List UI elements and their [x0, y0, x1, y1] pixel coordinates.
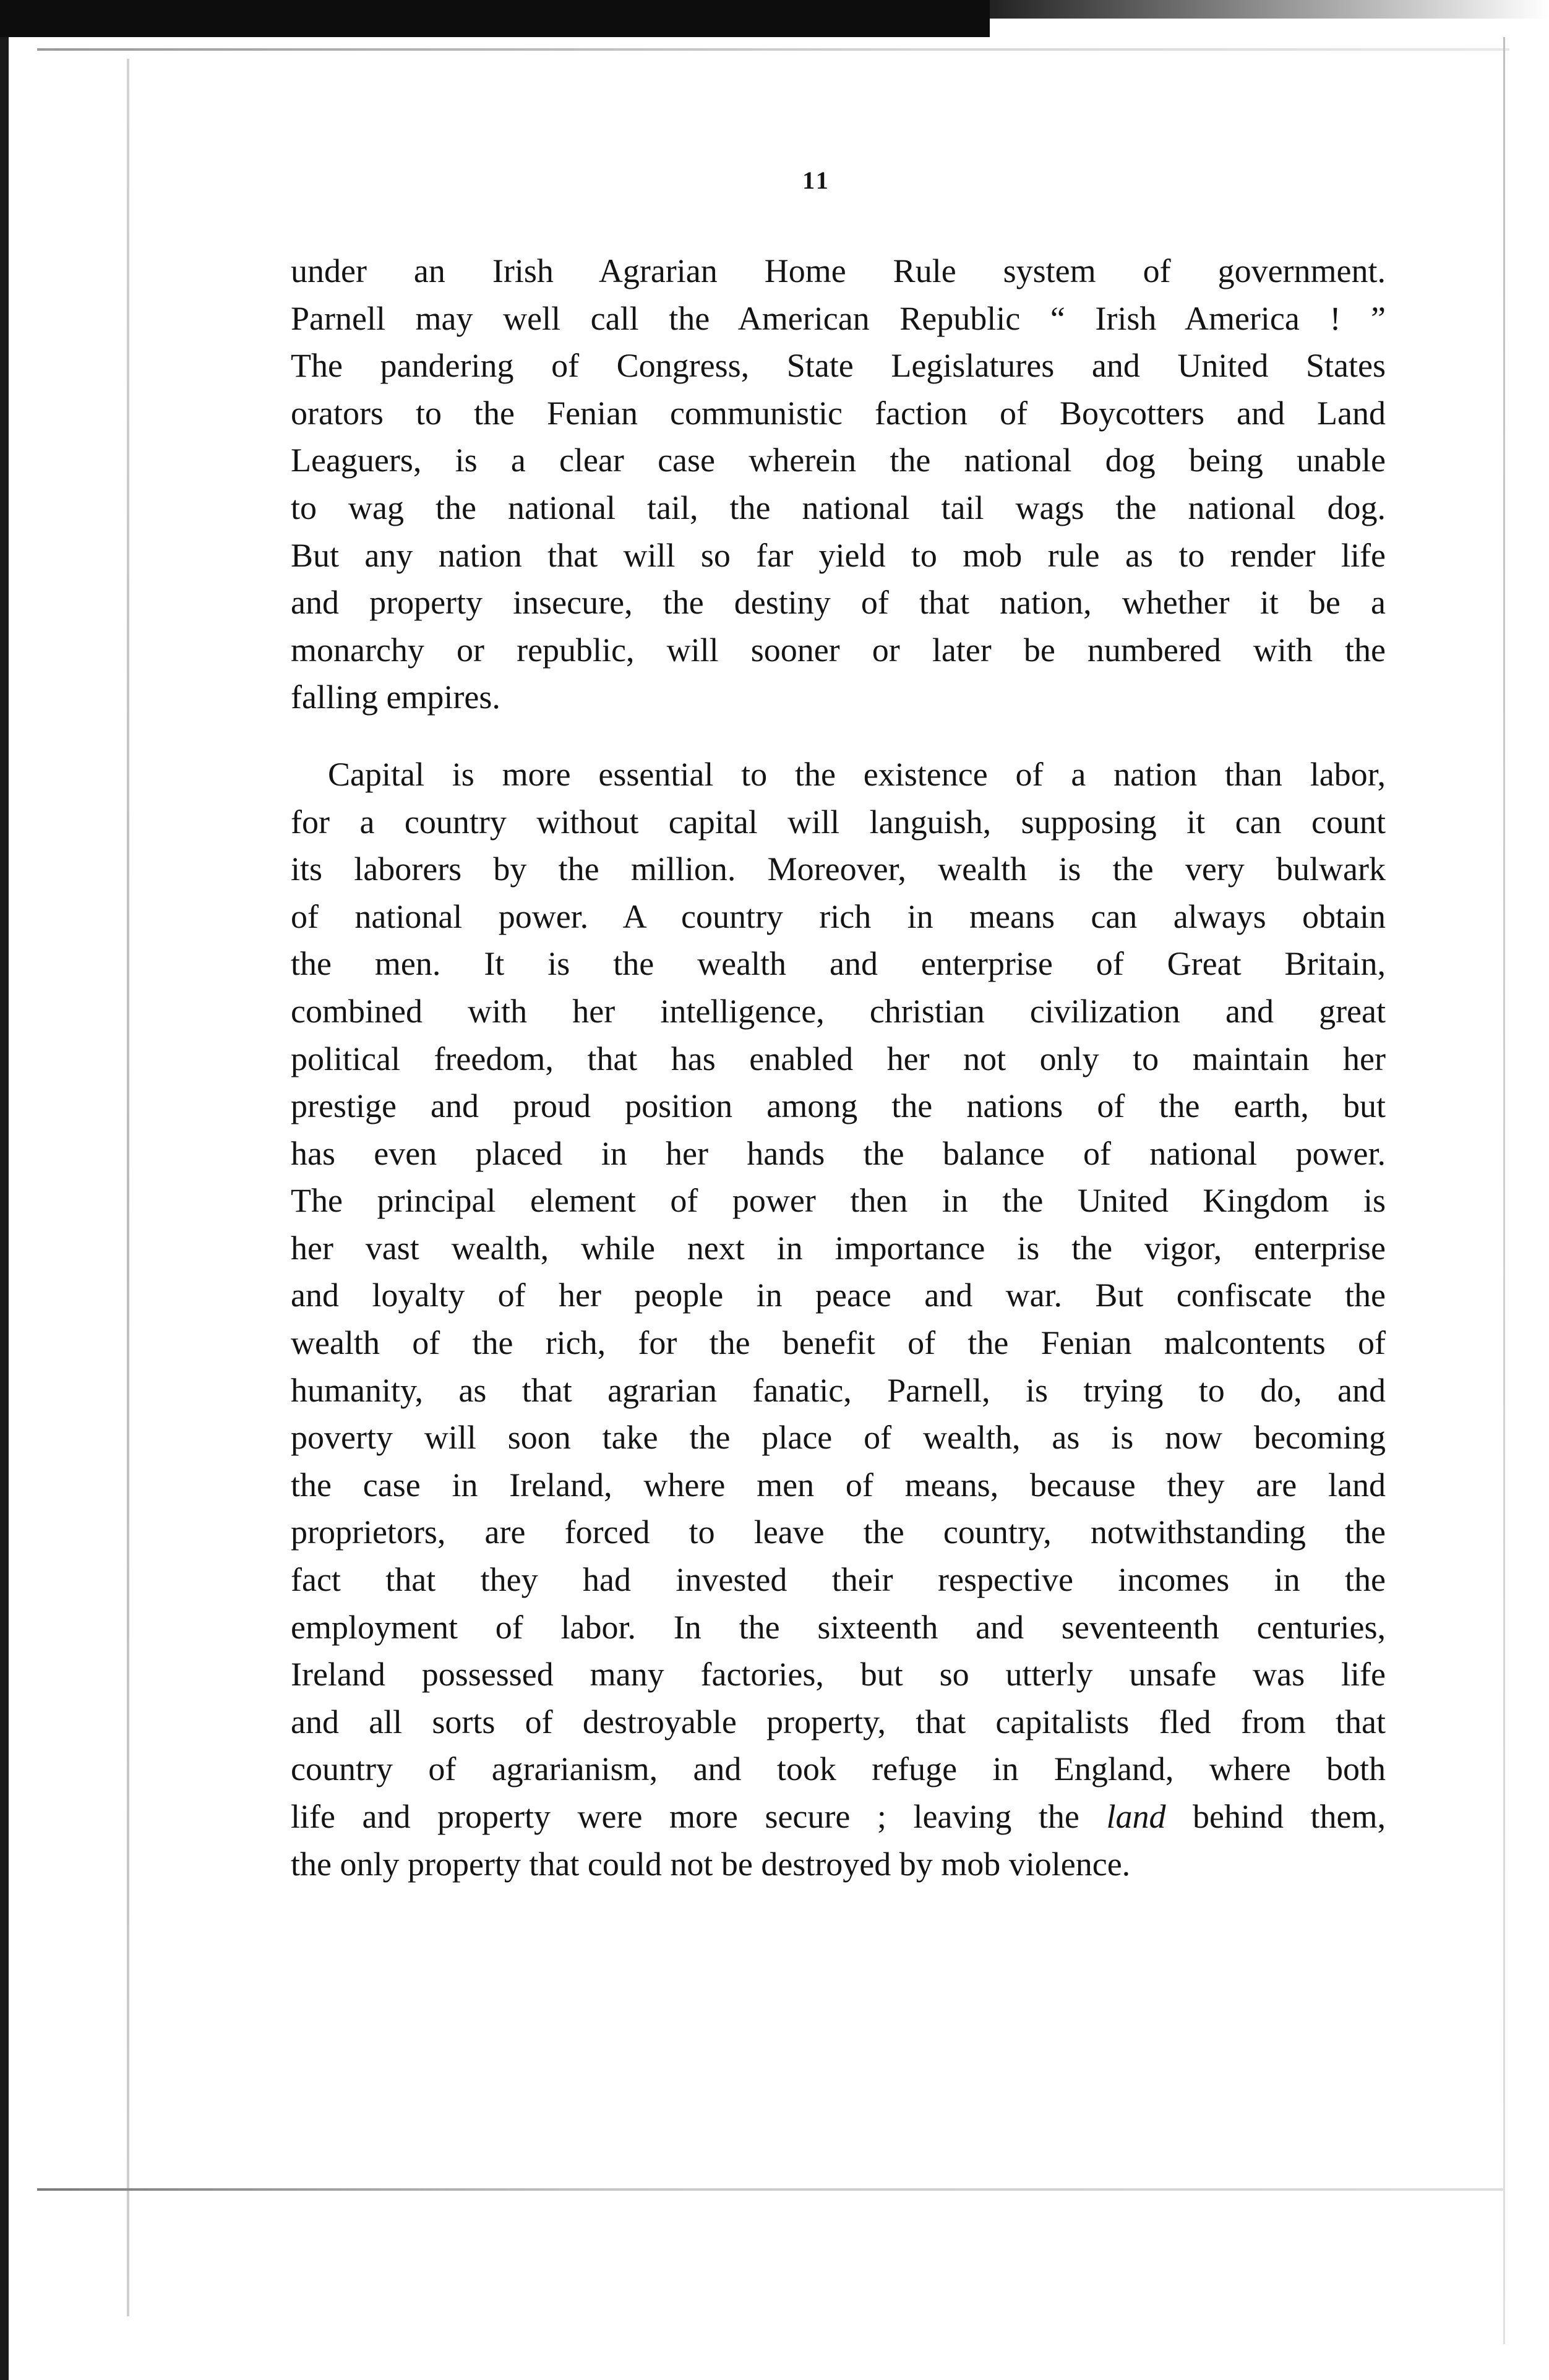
- text-line: its laborers by the million. Moreover, wealth is the very bulwark: [291, 850, 1386, 888]
- text-line: Ireland possessed many factories, but so utterly unsafe was life: [291, 1656, 1386, 1693]
- text-line-emphasis: [291, 1793, 1386, 1841]
- body-text: [291, 247, 1386, 1888]
- text-line: has even placed in her hands the balance of national power.: [291, 1134, 1386, 1172]
- text-line-first: [291, 751, 1386, 798]
- scan-left-edge: [0, 0, 9, 2380]
- text-line: of national power. A country rich in means can always obtain: [291, 897, 1386, 935]
- text-line: wealth of the rich, for the benefit of the Fenian malcontents of: [291, 1324, 1386, 1362]
- text-line: employment of labor. In the sixteenth and seventeenth centuries,: [291, 1608, 1386, 1646]
- text-line: the men. It is the wealth and enterprise of Great Britain,: [291, 945, 1386, 983]
- text-line: country of agrarianism, and took refuge in England, where both: [291, 1750, 1386, 1788]
- paragraph-gap: [291, 721, 1386, 751]
- italic-word: land: [1106, 1798, 1166, 1835]
- text-line: fact that they had invested their respective incomes in the: [291, 1561, 1386, 1599]
- page-number: 11: [802, 166, 831, 194]
- text-line: and property insecure, the destiny of that nation, whether it be a: [291, 584, 1386, 622]
- text-line: prestige and proud position among the nations of the earth, but: [291, 1087, 1386, 1125]
- text-run: life and property were more secure ; leaving the: [291, 1798, 1107, 1835]
- page-fold-left: [127, 59, 129, 2316]
- text-run: Capital is more essential to the existence of a nation than labor,: [328, 755, 1386, 793]
- text-line: political freedom, that has enabled her not only to maintain her: [291, 1040, 1386, 1077]
- text-line: Leaguers, is a clear case wherein the national dog being unable: [291, 442, 1386, 479]
- page-fold-top: [37, 48, 1509, 51]
- text-line: poverty will soon take the place of wealth, as is now becoming: [291, 1419, 1386, 1457]
- page-fold-right: [1503, 37, 1505, 2344]
- text-line: orators to the Fenian communistic faction of Boycotters and Land: [291, 394, 1386, 432]
- paragraph-2: [291, 751, 1386, 1888]
- text-line: monarchy or republic, will sooner or later be numbered with the: [291, 631, 1386, 669]
- text-line: the only property that could not be destroyed by mob violence.: [291, 1845, 1131, 1883]
- text-line: Parnell may well call the American Republic “ Irish America ! ”: [291, 299, 1386, 337]
- text-line: falling empires.: [291, 678, 500, 716]
- text-line: The pandering of Congress, State Legislatures and United States: [291, 347, 1386, 385]
- text-line: humanity, as that agrarian fanatic, Parnell, is trying to do, and: [291, 1371, 1386, 1409]
- text-line: under an Irish Agrarian Home Rule system of government.: [291, 252, 1386, 289]
- paragraph-1: [291, 247, 1386, 721]
- text-line: to wag the national tail, the national tail wags the national dog.: [291, 489, 1386, 526]
- text-line: proprietors, are forced to leave the country, notwithstanding the: [291, 1513, 1386, 1551]
- text-run: behind them,: [1165, 1798, 1386, 1835]
- text-line: her vast wealth, while next in importance is the vigor, enterprise: [291, 1229, 1386, 1267]
- text-line: The principal element of power then in the United Kingdom is: [291, 1182, 1386, 1220]
- page-fold-bottom: [37, 2188, 1503, 2191]
- text-line: and loyalty of her people in peace and war. But confiscate the: [291, 1277, 1386, 1314]
- text-line: for a country without capital will languish, supposing it can count: [291, 803, 1386, 841]
- text-line: combined with her intelligence, christian civilization and great: [291, 992, 1386, 1030]
- text-line: the case in Ireland, where men of means, because they are land: [291, 1466, 1386, 1504]
- text-line: and all sorts of destroyable property, that capitalists fled from that: [291, 1703, 1386, 1740]
- text-line: But any nation that will so far yield to mob rule as to render life: [291, 536, 1386, 574]
- scan-top-shadow-fade: [990, 0, 1549, 19]
- scan-top-shadow: [0, 0, 990, 37]
